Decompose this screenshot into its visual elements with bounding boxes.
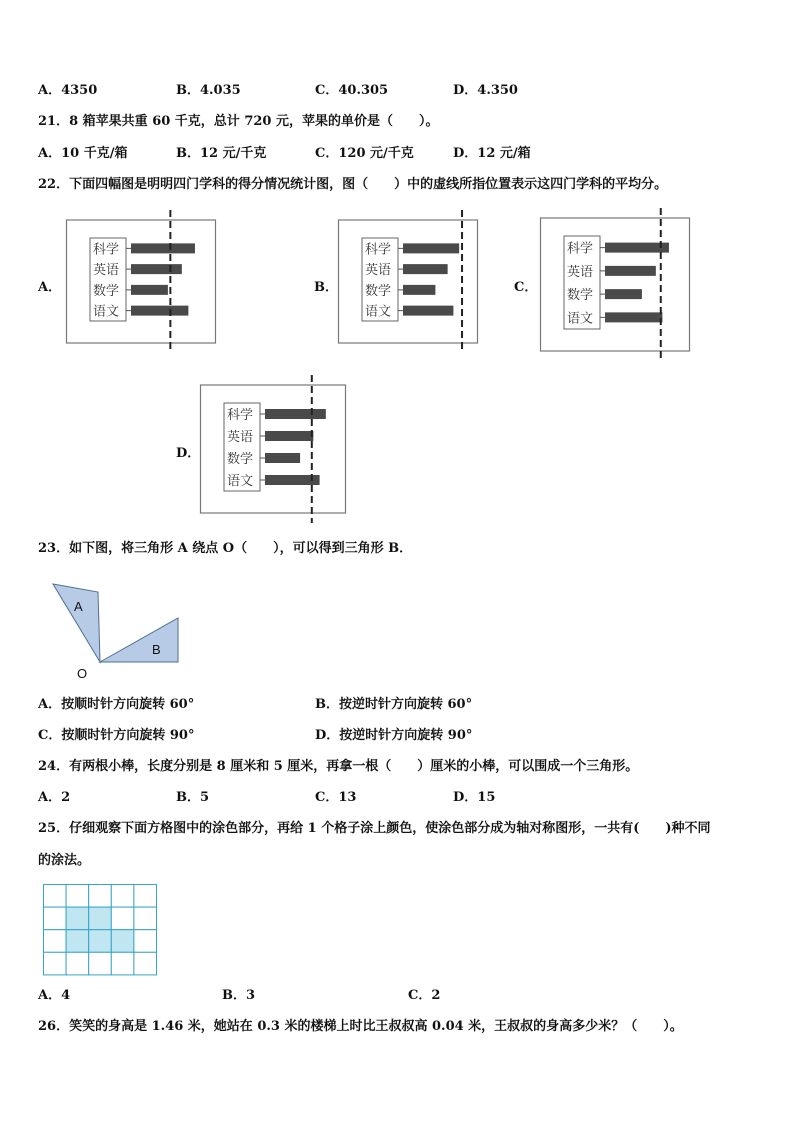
grid-cell bbox=[111, 907, 134, 930]
grid-cell bbox=[134, 885, 157, 908]
bar bbox=[403, 243, 459, 253]
q26-text: 26．笑笑的身高是 1.46 米，她站在 0.3 米的楼梯上时比王叔叔高 0.04 米，王叔叔的身高多少米？（ ）。 bbox=[38, 1019, 683, 1034]
q23-option-a[interactable]: A．按顺时针方向旋转 60° bbox=[38, 697, 195, 712]
grid-cell bbox=[44, 952, 67, 975]
bar bbox=[403, 306, 453, 316]
category-label: 数学 bbox=[227, 452, 254, 467]
q22-chart-a[interactable] bbox=[66, 210, 216, 355]
bar bbox=[605, 289, 642, 299]
q25-option-a[interactable]: A．4 bbox=[38, 988, 71, 1003]
q21-option-b[interactable]: B．12 元/千克 bbox=[176, 146, 267, 161]
bar bbox=[605, 243, 669, 253]
q25-option-b[interactable]: B．3 bbox=[222, 988, 256, 1003]
q24-option-d[interactable]: D．15 bbox=[453, 790, 496, 805]
grid-cell bbox=[111, 952, 134, 975]
triangle-a bbox=[53, 584, 100, 662]
category-label: 语文 bbox=[227, 474, 254, 489]
category-label: 科学 bbox=[365, 242, 392, 258]
grid-cell bbox=[89, 952, 112, 975]
bar bbox=[265, 409, 326, 419]
grid-cell-shaded bbox=[89, 907, 112, 930]
q24-option-a[interactable]: A．2 bbox=[38, 790, 71, 805]
grid-cell bbox=[66, 885, 89, 908]
triangle-b-label: B bbox=[152, 642, 161, 657]
point-o-label: O bbox=[77, 666, 88, 680]
q20-option-d[interactable]: D．4.350 bbox=[453, 83, 518, 98]
bar bbox=[265, 431, 313, 441]
bar-chart-svg bbox=[338, 210, 478, 355]
q24-text: 24．有两根小棒，长度分别是 8 厘米和 5 厘米，再拿一根（ ）厘米的小棒，可以围成一个三角形。 bbox=[38, 759, 639, 774]
grid-cell bbox=[44, 930, 67, 953]
chart-frame bbox=[541, 218, 690, 351]
grid-cell bbox=[134, 930, 157, 953]
triangle-b bbox=[100, 618, 178, 662]
square-grid[interactable] bbox=[43, 884, 158, 976]
q25-option-c[interactable]: C．2 bbox=[408, 988, 441, 1003]
category-label: 科学 bbox=[227, 408, 254, 423]
grid-cell-shaded bbox=[89, 930, 112, 953]
category-label: 数学 bbox=[365, 283, 392, 299]
bar-chart-svg bbox=[540, 208, 690, 363]
q21-option-c[interactable]: C．120 元/千克 bbox=[315, 146, 414, 161]
bar bbox=[131, 264, 182, 274]
category-label: 科学 bbox=[567, 241, 594, 257]
q23-option-b[interactable]: B．按逆时针方向旋转 60° bbox=[315, 697, 473, 712]
q25-text-line1: 25．仔细观察下面方格图中的涂色部分，再给 1 个格子涂上颜色，使涂色部分成为轴对称图形，一共有( )种不同 bbox=[38, 821, 711, 836]
category-label: 英语 bbox=[365, 263, 392, 279]
grid-cell bbox=[44, 907, 67, 930]
category-label: 科学 bbox=[93, 242, 120, 258]
bar bbox=[605, 266, 656, 276]
chart-frame bbox=[201, 385, 346, 513]
bar bbox=[131, 285, 168, 295]
q20-option-a[interactable]: A．4350 bbox=[38, 83, 98, 98]
bar bbox=[265, 453, 300, 463]
triangle-a-label: A bbox=[74, 599, 83, 614]
q22-option-d-label[interactable]: D． bbox=[176, 446, 201, 461]
q21-text: 21．8 箱苹果共重 60 千克，总计 720 元，苹果的单价是（ ）。 bbox=[38, 114, 439, 129]
category-label: 语文 bbox=[567, 311, 594, 327]
grid-cell bbox=[66, 952, 89, 975]
grid-cell bbox=[134, 907, 157, 930]
bar bbox=[605, 312, 662, 322]
chart-frame bbox=[339, 220, 478, 343]
category-label: 数学 bbox=[93, 283, 120, 299]
category-label: 数学 bbox=[567, 288, 594, 304]
grid-cell bbox=[44, 885, 67, 908]
q25-text-line2: 的涂法。 bbox=[38, 853, 91, 868]
bar bbox=[131, 243, 195, 253]
q24-option-b[interactable]: B．5 bbox=[176, 790, 210, 805]
q20-option-b[interactable]: B．4.035 bbox=[176, 83, 241, 98]
grid-cell-shaded bbox=[66, 907, 89, 930]
q22-text: 22．下面四幅图是明明四门学科的得分情况统计图，图（ ）中的虚线所指位置表示这四门学科的平均分。 bbox=[38, 177, 668, 192]
q22-option-c-label[interactable]: C． bbox=[514, 280, 538, 295]
grid-cell bbox=[134, 952, 157, 975]
bar bbox=[403, 285, 435, 295]
q23-text: 23．如下图，将三角形 A 绕点 O（ ），可以得到三角形 B． bbox=[38, 541, 413, 556]
bar-chart-svg bbox=[200, 375, 346, 525]
category-label: 语文 bbox=[365, 304, 392, 320]
bar bbox=[403, 264, 448, 274]
chart-frame bbox=[67, 220, 216, 343]
category-label: 英语 bbox=[227, 430, 254, 445]
category-label: 英语 bbox=[93, 263, 120, 279]
category-label: 语文 bbox=[93, 304, 120, 320]
q23-option-c[interactable]: C．按顺时针方向旋转 90° bbox=[38, 728, 195, 743]
q23-option-d[interactable]: D．按逆时针方向旋转 90° bbox=[315, 728, 473, 743]
q21-option-a[interactable]: A．10 千克/箱 bbox=[38, 146, 128, 161]
q21-option-d[interactable]: D．12 元/箱 bbox=[453, 146, 531, 161]
category-label: 英语 bbox=[567, 264, 594, 280]
q22-chart-c[interactable] bbox=[540, 208, 690, 363]
q24-option-c[interactable]: C．13 bbox=[315, 790, 357, 805]
q22-option-a-label[interactable]: A． bbox=[38, 280, 62, 295]
grid-cell-shaded bbox=[66, 930, 89, 953]
bar bbox=[131, 306, 188, 316]
q20-option-c[interactable]: C．40.305 bbox=[315, 83, 389, 98]
grid-cell-shaded bbox=[111, 930, 134, 953]
q22-option-b-label[interactable]: B． bbox=[314, 280, 338, 295]
grid-cell bbox=[111, 885, 134, 908]
bar-chart-svg bbox=[66, 210, 216, 355]
q22-chart-b[interactable] bbox=[338, 210, 478, 355]
grid-cell bbox=[89, 885, 112, 908]
rotation-figure bbox=[50, 580, 190, 680]
q22-chart-d[interactable] bbox=[200, 375, 346, 525]
